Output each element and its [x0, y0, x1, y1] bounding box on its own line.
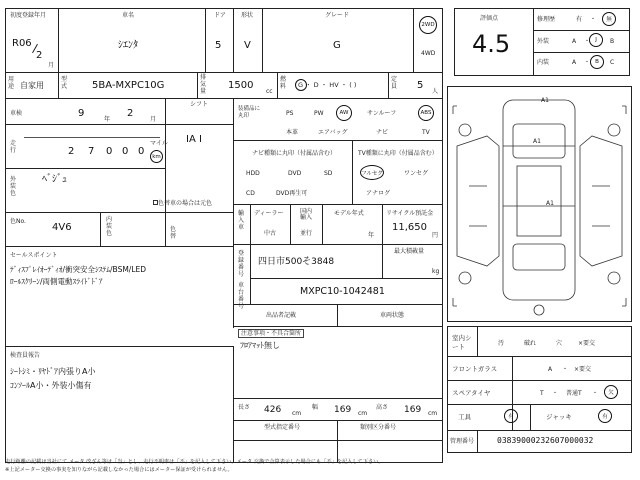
- mileage-digit-1: 2: [68, 146, 75, 157]
- exterior-color-label: 外装色: [10, 176, 17, 197]
- first-reg-month-unit: 月: [48, 62, 55, 69]
- exterior-option-a: A: [572, 38, 577, 45]
- spare-none-circled: 欠: [604, 385, 618, 399]
- navi-sd: SD: [324, 170, 333, 177]
- chassis-value: MXPC10-1042481: [300, 286, 385, 297]
- mileage-header-box: [24, 128, 160, 138]
- shape-label: 形状: [241, 12, 254, 19]
- equipment-pw: PW: [314, 110, 324, 117]
- sales-point-label: セールスポイント: [10, 252, 58, 259]
- width-unit: cm: [358, 410, 368, 417]
- mileage-label: 走行: [10, 140, 17, 154]
- jack-label: ジャッキ: [546, 413, 572, 421]
- exterior-grade-circled: J: [589, 33, 603, 47]
- displacement-label: 排気量: [200, 74, 207, 95]
- tools-label: 工具: [458, 413, 471, 421]
- seat-torn: 破れ: [524, 340, 537, 347]
- sales-point-line1: ﾃﾞｨｽﾌﾟﾚｲｵｰﾃﾞｨｵ/衝突安全ｼｽﾃﾑ/BSM/LED: [10, 265, 147, 274]
- damage-mark-a1-low: A1: [546, 200, 554, 207]
- recycle-label: リサイクル預託金: [386, 210, 434, 217]
- seat-replace: ×要交: [578, 340, 596, 347]
- color-change-checkbox: [153, 200, 158, 205]
- drive-2wd-circled: 2WD: [419, 16, 437, 34]
- model-year-label: モデル年式: [334, 210, 364, 217]
- sales-point-line2: ﾛｰﾙｽｸﾘｰﾝ/両側電動ｽﾗｲﾄﾞﾄﾞｱ: [10, 277, 103, 286]
- import-label: 輸入: [300, 214, 313, 221]
- damage-mark-a1-mid: A1: [533, 138, 541, 145]
- door-label: ドア: [214, 12, 226, 19]
- front-glass-dot: ・: [562, 366, 569, 373]
- spare-dot-1: ・: [552, 390, 559, 397]
- class-number-label: 類別区分番号: [360, 424, 397, 431]
- repair-label: 修理歴: [537, 16, 556, 23]
- special-value: ﾌﾛｱﾏｯﾄ無し: [240, 341, 280, 350]
- inspection-year: 9: [78, 108, 85, 119]
- shift-value: IA I: [186, 134, 202, 145]
- car-body-diagram: [447, 86, 632, 322]
- recycle-value: 11,650: [392, 222, 427, 233]
- door-value: 5: [215, 40, 222, 51]
- equipment-navi: ナビ: [376, 129, 389, 136]
- tv-fullseg-circled: フルセグ: [360, 165, 384, 180]
- width-label: 幅: [312, 404, 319, 411]
- shift-label: シフト: [190, 101, 209, 108]
- drive-4wd: 4WD: [421, 50, 436, 57]
- score-label: 評価点: [480, 15, 499, 22]
- seat-label: 室内シート: [452, 334, 472, 351]
- seat-dirty: 汚: [498, 340, 505, 347]
- navi-label: ナビ種類に丸印（付属品含む）: [252, 150, 337, 157]
- equipment-leather: 本革: [286, 129, 299, 136]
- capacity-value: 5: [417, 80, 424, 91]
- inspector-report-line2: ｺﾝｿｰﾙA小・外装小傷有: [10, 381, 92, 390]
- parallel-label: 並行: [300, 230, 313, 237]
- color-change-label: 色替車の場合は元色: [158, 200, 213, 207]
- repair-option-dot: ・: [590, 16, 597, 23]
- footer-line2: ※上記メーター交換の事実を知りながら記載しなかった場合にはメーター保証が受けられません。: [5, 467, 233, 473]
- repair-option-no-circled: 無: [602, 12, 616, 26]
- displacement-unit: cc: [266, 88, 273, 95]
- repair-option-yes: 有: [576, 16, 583, 23]
- exterior-option-dot: ・: [584, 38, 591, 45]
- displacement-value: 1500: [228, 80, 254, 91]
- jack-value-circled: 有: [598, 409, 612, 423]
- max-load-unit: kg: [432, 268, 440, 275]
- shape-value: V: [244, 40, 251, 51]
- seat-hole: 穴: [556, 340, 563, 347]
- length-unit: cm: [292, 410, 302, 417]
- type-designation-label: 型式指定番号: [264, 424, 301, 431]
- height-unit: cm: [428, 410, 438, 417]
- spare-tire-label: スペアタイヤ: [452, 389, 491, 397]
- interior-option-a: A: [572, 59, 577, 66]
- first-reg-label: 初度登録年月: [10, 12, 47, 19]
- tools-value-circled: 有: [504, 409, 518, 423]
- interior-option-dot: ・: [584, 59, 591, 66]
- equipment-sunroof: サンルーフ: [367, 110, 397, 117]
- car-name: ｼｴﾝﾀ: [118, 40, 138, 51]
- equipment-label: 装備品に丸印: [238, 106, 261, 119]
- mgmt-number-label: 管理番号: [450, 438, 475, 445]
- damage-mark-a1-top: A1: [541, 97, 549, 104]
- chu-label: 中古: [264, 230, 277, 237]
- navi-hdd: HDD: [246, 170, 260, 177]
- color-no-label: 色No.: [10, 218, 26, 225]
- grade-label: グレード: [325, 12, 350, 19]
- first-reg-era: R06: [12, 38, 32, 49]
- left-sheet-frame: [5, 8, 443, 463]
- mgmt-number-value: 03839000232607000032: [497, 436, 594, 445]
- price-vertical-label: 輸入車: [238, 210, 245, 231]
- interior-option-c: C: [610, 59, 615, 66]
- spare-dot-2: ・: [592, 390, 599, 397]
- recycle-unit: 円: [432, 232, 439, 239]
- color-no-value: 4V6: [52, 222, 72, 233]
- exterior-label: 外装: [537, 38, 550, 45]
- interior-color-label: 内装色: [106, 216, 113, 237]
- car-name-label: 車名: [122, 12, 135, 19]
- length-label: 長さ: [238, 404, 251, 411]
- fuel-label: 燃料: [280, 76, 287, 90]
- capacity-unit: 人: [432, 88, 439, 95]
- chassis-label: 車台番号: [238, 282, 245, 310]
- spare-normal: 普通T: [566, 390, 582, 397]
- interior-label: 内装: [537, 59, 550, 66]
- seller-label: 出品者記載: [266, 312, 297, 319]
- reg-number-label: 登録番号: [238, 250, 245, 278]
- model-label: 型式: [61, 76, 68, 90]
- model-value: 5BA-MXPC10G: [92, 80, 165, 91]
- model-year-unit: 年: [368, 232, 375, 239]
- equipment-ps: PS: [286, 110, 294, 117]
- navi-cd: CD: [246, 190, 255, 197]
- agency-label: 車両状態: [380, 312, 405, 319]
- usage-value: 自家用: [20, 81, 44, 90]
- special-label: 注意事項・不具合箇所: [238, 329, 304, 338]
- mileage-digit-5: 0: [138, 146, 145, 157]
- interior-grade-circled: B: [590, 55, 604, 69]
- capacity-label: 定員: [391, 76, 398, 90]
- equipment-abs-circled: ABS: [418, 105, 434, 121]
- width-value: 169: [334, 405, 352, 415]
- navi-dvd-playback: DVD再生可: [276, 190, 308, 197]
- max-load-label: 最大積載量: [394, 248, 425, 255]
- spare-t: T: [540, 390, 544, 397]
- front-glass-replace: ×要交: [574, 366, 592, 373]
- length-value: 426: [264, 405, 282, 415]
- tv-analog: アナログ: [366, 190, 391, 197]
- inspector-report-label: 検査員報告: [10, 352, 41, 359]
- usage-label: 用途: [8, 76, 15, 90]
- mileage-digit-2: 7: [88, 146, 95, 157]
- equipment-tv: TV: [422, 129, 430, 136]
- height-label: 高さ: [376, 404, 389, 411]
- mileage-unit-mile: マイル: [150, 140, 168, 147]
- mileage-digit-4: 0: [122, 146, 129, 157]
- domestic-label: 国内: [300, 208, 313, 215]
- inspection-label: 車検: [10, 110, 23, 117]
- front-glass-a: A: [548, 366, 553, 373]
- grade-value: G: [333, 40, 341, 51]
- first-reg-month: 2: [36, 50, 43, 61]
- inspection-month: 2: [127, 108, 134, 119]
- inspection-month-unit: 月: [150, 116, 157, 123]
- exterior-option-b: B: [610, 38, 615, 45]
- color-change-side-label: 色替: [170, 226, 177, 240]
- tv-label: TV種類に丸印（付属品含む）: [358, 150, 438, 157]
- inspection-year-unit: 年: [104, 116, 111, 123]
- mileage-unit-km-circled: km: [150, 150, 163, 163]
- inspector-report-line1: ｼｰﾄｼﾐ・ﾘﾔﾄﾞｱ内張りA小: [10, 367, 96, 376]
- equipment-airbag: エアバッグ: [318, 129, 348, 136]
- dealer-label: ディーラー: [254, 210, 284, 217]
- front-glass-label: フロントガラス: [452, 365, 498, 373]
- fuel-options: G ・ D ・ HV ・ ( ): [298, 81, 357, 89]
- navi-dvd: DVD: [288, 170, 302, 177]
- tv-oneseg: ワンセグ: [404, 170, 429, 177]
- height-value: 169: [404, 405, 422, 415]
- mileage-digit-3: 0: [106, 146, 113, 157]
- footer-line1: 走行距離の記載は当社にて メータ 改ざん等は「当」とし、走行不明車は「不」を記入して下さい。メータ 交換で合算表示した場合にも「不」を記入して下さい。: [5, 459, 384, 465]
- score-value: 4.5: [472, 30, 511, 58]
- equipment-aw-circled: AW: [336, 105, 352, 121]
- reg-number-value: 四日市500そ3848: [258, 257, 335, 267]
- exterior-color-value: ﾍﾞｼﾞｭ: [42, 174, 67, 185]
